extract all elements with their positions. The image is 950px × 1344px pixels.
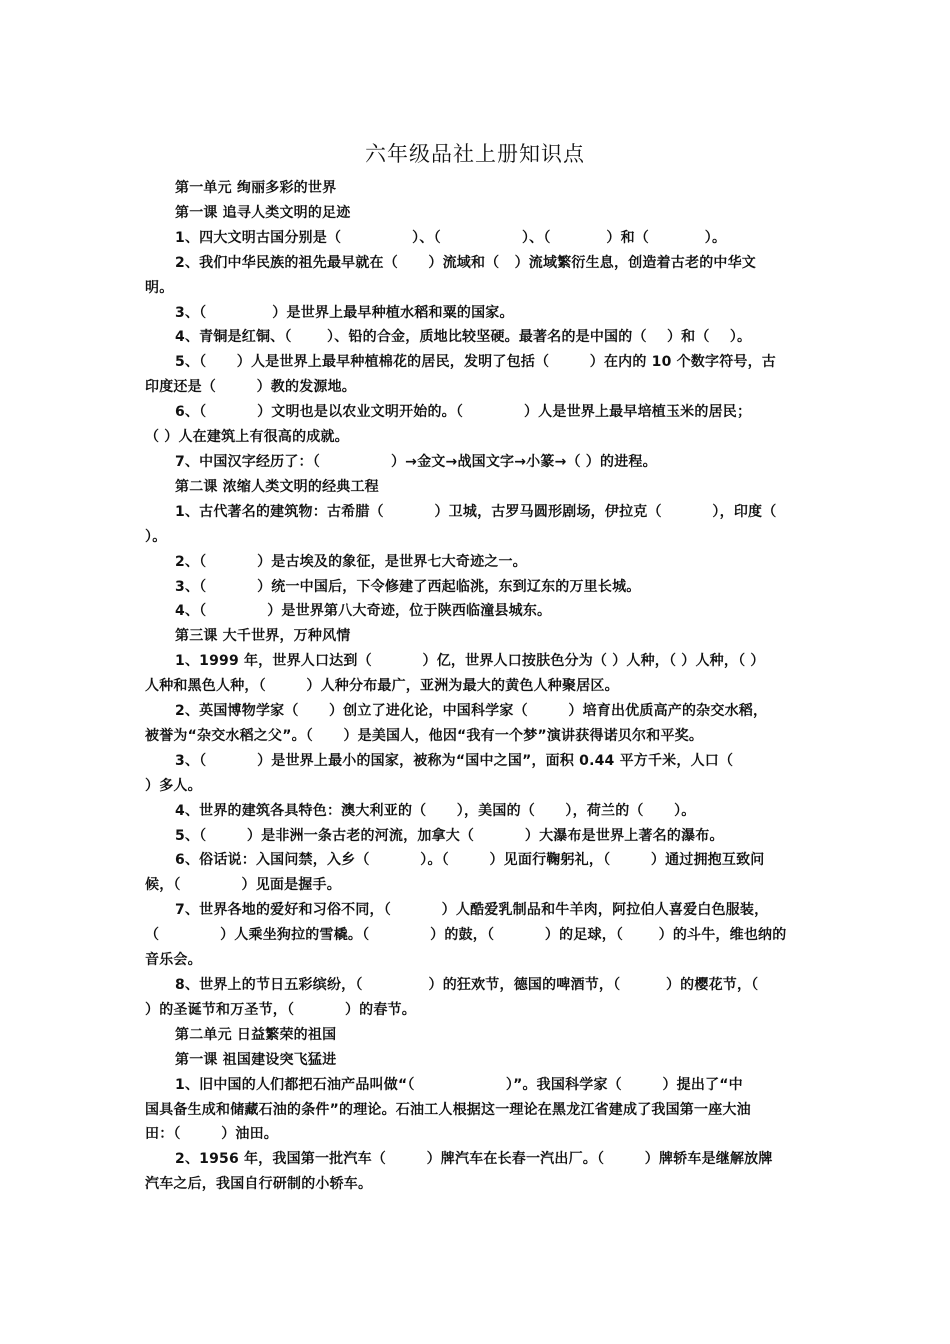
question-item: 7、中国汉字经历了：（ ）→金文→战国文字→小篆→（ ）的进程。 — [175, 453, 657, 470]
page-title: 六年级品社上册知识点 — [365, 142, 585, 166]
question-continuation: 音乐会。 — [145, 952, 202, 969]
question-continuation: 国具备生成和储藏石油的条件”的理论。石油工人根据这一理论在黑龙江省建成了我国第一座大油 — [145, 1101, 751, 1118]
section-heading: 第二单元 日益繁荣的祖国 — [175, 1026, 337, 1043]
question-item: 8、世界上的节日五彩缤纷，（ ）的狂欢节，德国的啤酒节，（ ）的樱花节，（ — [175, 977, 759, 993]
question-item: 3、（ ）是世界上最早种植水稻和粟的国家。 — [175, 304, 514, 321]
document-body — [145, 176, 809, 1197]
question-continuation: 候，（ ）见面是握手。 — [145, 877, 341, 894]
question-continuation: （ ）人乘坐狗拉的雪橇。（ ）的鼓，（ ）的足球，（ ）的斗牛，维也纳的 — [145, 927, 787, 944]
question-continuation: ）多人。 — [145, 777, 202, 794]
question-continuation: 被誉为“杂交水稻之父”。（ ）是美国人，他因“我有一个梦”演讲获得诺贝尔和平奖。 — [145, 727, 704, 744]
question-item: 4、世界的建筑各具特色：澳大利亚的（ ），美国的（ ），荷兰的（ ）。 — [175, 802, 696, 819]
question-item: 2、1956 年，我国第一批汽车（ ）牌汽车在长春一汽出厂。（ ）牌轿车是继解放牌 — [175, 1151, 773, 1168]
question-continuation: 汽车之后，我国自行研制的小轿车。 — [145, 1176, 373, 1193]
question-item: 7、世界各地的爱好和习俗不同，（ ）人酷爱乳制品和牛羊肉，阿拉伯人喜爱白色服装， — [175, 902, 769, 919]
section-heading: 第一单元 绚丽多彩的世界 — [175, 180, 337, 196]
question-item: 2、我们中华民族的祖先最早就在（ ）流域和（ ）流域繁衍生息，创造着古老的中华文 — [175, 254, 757, 271]
question-continuation: 印度还是（ ）教的发源地。 — [145, 379, 356, 396]
section-heading: 第三课 大千世界，万种风情 — [175, 628, 351, 645]
question-continuation: ）的圣诞节和万圣节，（ ）的春节。 — [145, 1001, 416, 1018]
question-continuation: （ ）人在建筑上有很高的成就。 — [145, 429, 349, 446]
question-item: 4、（ ）是世界第八大奇迹，位于陕西临潼县城东。 — [175, 603, 552, 620]
question-item: 3、（ ）是世界上最小的国家，被称为“国中之国”，面积 0.44 平方千米，人口（ — [175, 752, 734, 769]
question-item: 1、四大文明古国分别是（ ）、（ ）、（ ）和（ ）。 — [175, 229, 727, 246]
section-heading: 第二课 浓缩人类文明的经典工程 — [175, 478, 379, 495]
question-item: 3、（ ）统一中国后，下令修建了西起临洮，东到辽东的万里长城。 — [175, 578, 641, 595]
question-item: 2、英国博物学家（ ）创立了进化论，中国科学家（ ）培育出优质高产的杂交水稻， — [175, 703, 768, 720]
question-continuation: 明。 — [145, 279, 174, 296]
question-item: 4、青铜是红铜、（ ）、铅的合金，质地比较坚硬。最著名的是中国的（ ）和（ ）。 — [175, 329, 752, 346]
question-item: 1、古代著名的建筑物：古希腊（ ）卫城，古罗马圆形剧场，伊拉克（ ），印度（ — [175, 503, 777, 520]
section-heading: 第一课 追寻人类文明的足迹 — [175, 204, 351, 221]
question-item: 1、旧中国的人们都把石油产品叫做“（ ）”。我国科学家（ ）提出了“中 — [175, 1076, 743, 1093]
question-item: 1、1999 年，世界人口达到（ ）亿，世界人口按肤色分为（ ）人种，（ ）人种，（ ） — [175, 653, 765, 670]
question-item: 2、（ ）是古埃及的象征，是世界七大奇迹之一。 — [175, 553, 527, 570]
question-item: 6、俗话说：入国问禁，入乡（ ）。（ ）见面行鞠躬礼，（ ）通过拥抱互致问 — [175, 852, 765, 869]
question-item: 6、（ ）文明也是以农业文明开始的。（ ）人是世界上最早培植玉米的居民； — [175, 404, 752, 421]
question-item: 5、（ ）是非洲一条古老的河流，加拿大（ ）大瀑布是世界上著名的瀑布。 — [175, 827, 724, 844]
question-continuation: 人种和黑色人种，（ ）人种分布最广，亚洲为最大的黄色人种聚居区。 — [145, 678, 619, 695]
question-continuation: 田：（ ）油田。 — [145, 1126, 278, 1143]
question-continuation: ）。 — [145, 528, 167, 545]
question-item: 5、（ ）人是世界上最早种植棉花的居民，发明了包括（ ）在内的 10 个数字符号，古 — [175, 354, 777, 371]
section-heading: 第一课 祖国建设突飞猛进 — [175, 1051, 337, 1068]
